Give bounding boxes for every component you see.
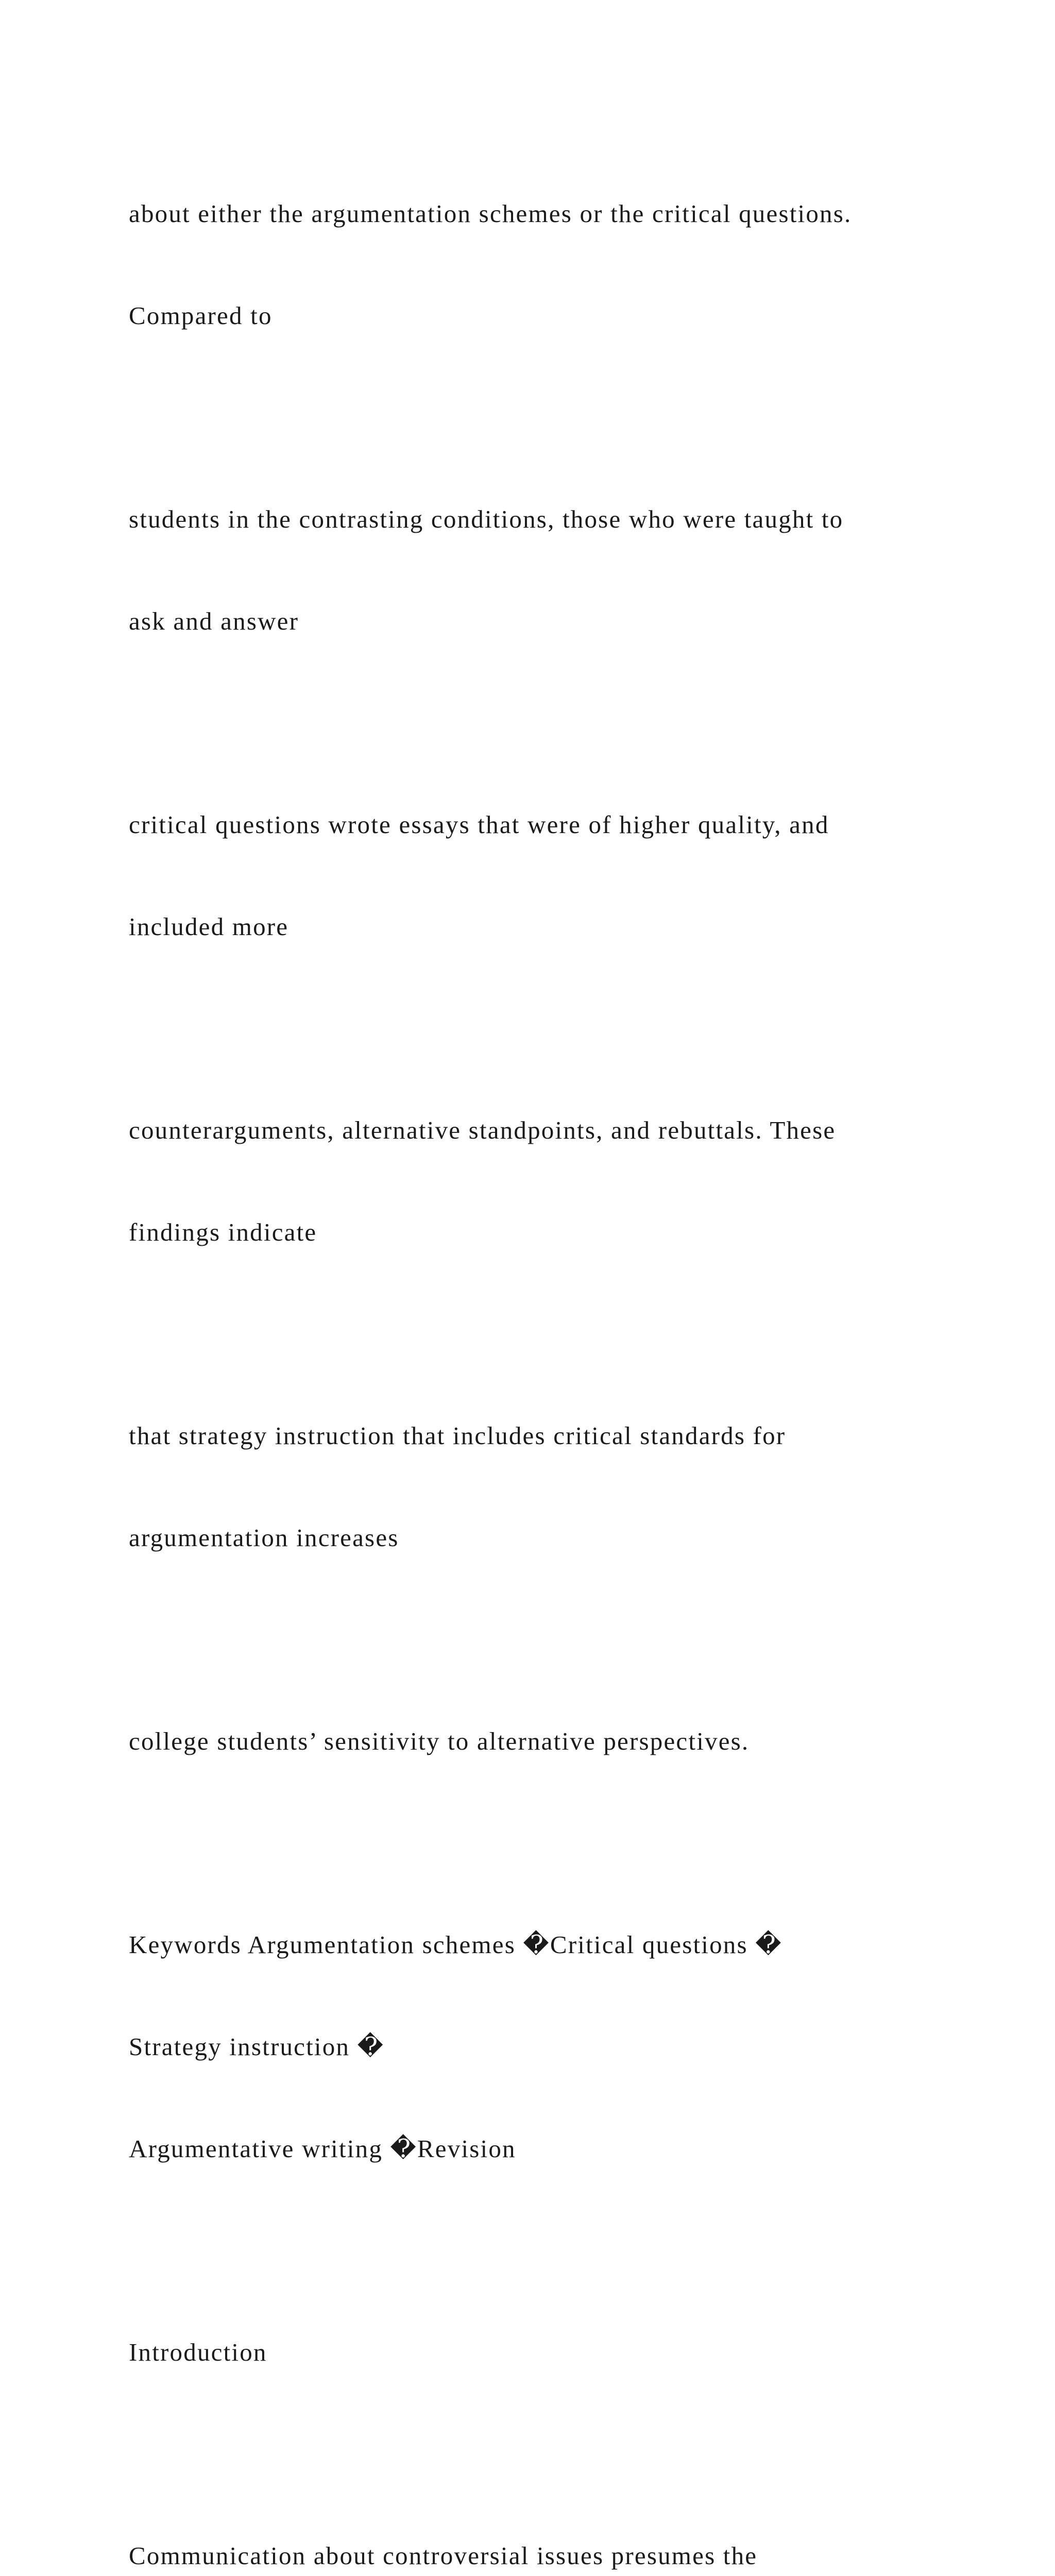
text-line: counterarguments, alternative standpoints, and rebuttals. These [129, 1116, 836, 1144]
text-line: that strategy instruction that includes critical standards for [129, 1421, 786, 1450]
keywords [129, 1860, 953, 2234]
paragraph-abstract-5 [129, 1351, 953, 1623]
text-line: critical questions wrote essays that were of higher quality, and [129, 810, 829, 839]
text-line: about either the argumentation schemes or the critical questions. [129, 199, 852, 228]
paragraph-abstract-6 [129, 1656, 953, 1826]
section-heading-introduction [129, 2267, 953, 2437]
text-line: Communication about controversial issues presumes the [129, 2541, 758, 2570]
paragraph-abstract-3 [129, 740, 953, 1012]
paragraph-intro-1 [129, 2471, 953, 2576]
text-line: argumentation increases [129, 1523, 399, 1552]
paragraph-abstract-1 [129, 129, 953, 401]
text-line: findings indicate [129, 1218, 317, 1246]
text-line: Strategy instruction � [129, 2032, 385, 2061]
text-line: included more [129, 912, 289, 941]
paragraph-abstract-4 [129, 1045, 953, 1317]
paragraph-abstract-2 [129, 434, 953, 706]
text-line: Keywords Argumentation schemes �Critical questions � [129, 1930, 782, 1959]
text-line: students in the contrasting conditions, those who were taught to [129, 505, 844, 533]
text-line: ask and answer [129, 607, 299, 635]
text-line: Argumentative writing �Revision [129, 2134, 516, 2163]
document-body [129, 129, 953, 2576]
heading-text: Introduction [129, 2338, 267, 2366]
text-line: Compared to [129, 301, 273, 330]
text-line: college students’ sensitivity to alternative perspectives. [129, 1727, 750, 1755]
